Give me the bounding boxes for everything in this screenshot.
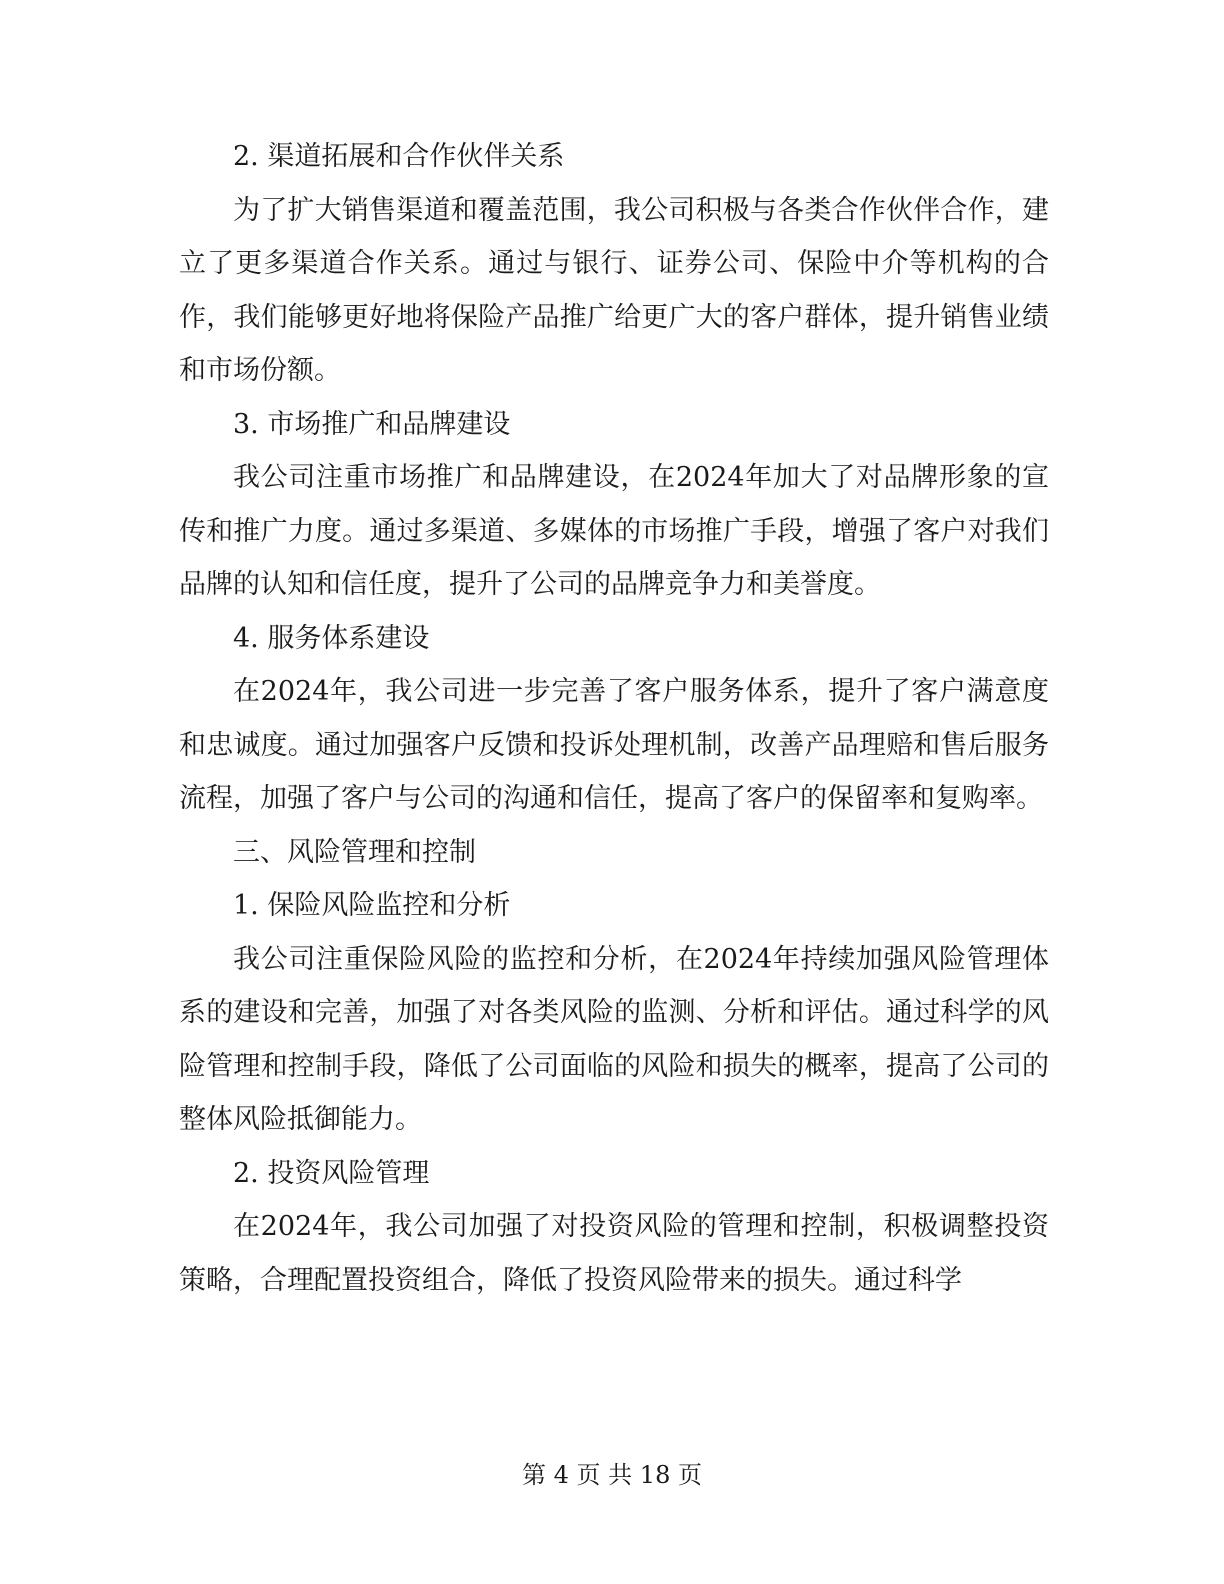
paragraph-investment-risk: 在2024年，我公司加强了对投资风险的管理和控制，积极调整投资策略，合理配置投资组合，降低了投资风险带来的损失。通过科学 [179,1211,1049,1296]
section-heading-risk-management: 三、风险管理和控制 [233,836,476,868]
document-body [179,130,1049,1307]
paragraph-marketing-brand: 我公司注重市场推广和品牌建设，在2024年加大了对品牌形象的宣传和推广力度。通过多渠道、多媒体的市场推广手段，增强了客户对我们品牌的认知和信任度，提升了公司的品牌竞争力和美誉度。 [179,462,1049,600]
page-footer: 第 4 页 共 18 页 [522,1461,702,1489]
heading-insurance-risk: 1. 保险风险监控和分析 [233,890,511,921]
heading-marketing-brand: 3. 市场推广和品牌建设 [233,408,511,440]
heading-service-system: 4. 服务体系建设 [233,622,430,654]
paragraph-insurance-risk: 我公司注重保险风险的监控和分析，在2024年持续加强风险管理体系的建设和完善，加强了对各类风险的监测、分析和评估。通过科学的风险管理和控制手段，降低了公司面临的风险和损失的概率，提高了公司的整体风险抵御能力。 [179,943,1049,1135]
heading-investment-risk: 2. 投资风险管理 [233,1157,430,1189]
paragraph-service-system: 在2024年，我公司进一步完善了客户服务体系，提升了客户满意度和忠诚度。通过加强客户反馈和投诉处理机制，改善产品理赔和售后服务流程，加强了客户与公司的沟通和信任，提高了客户的保留率和复购率。 [179,676,1049,814]
paragraph-channel-expansion: 为了扩大销售渠道和覆盖范围，我公司积极与各类合作伙伴合作，建立了更多渠道合作关系。通过与银行、证券公司、保险中介等机构的合作，我们能够更好地将保险产品推广给更广大的客户群体，提升销售业绩和市场份额。 [179,194,1049,386]
heading-channel-expansion: 2. 渠道拓展和合作伙伴关系 [233,141,565,172]
